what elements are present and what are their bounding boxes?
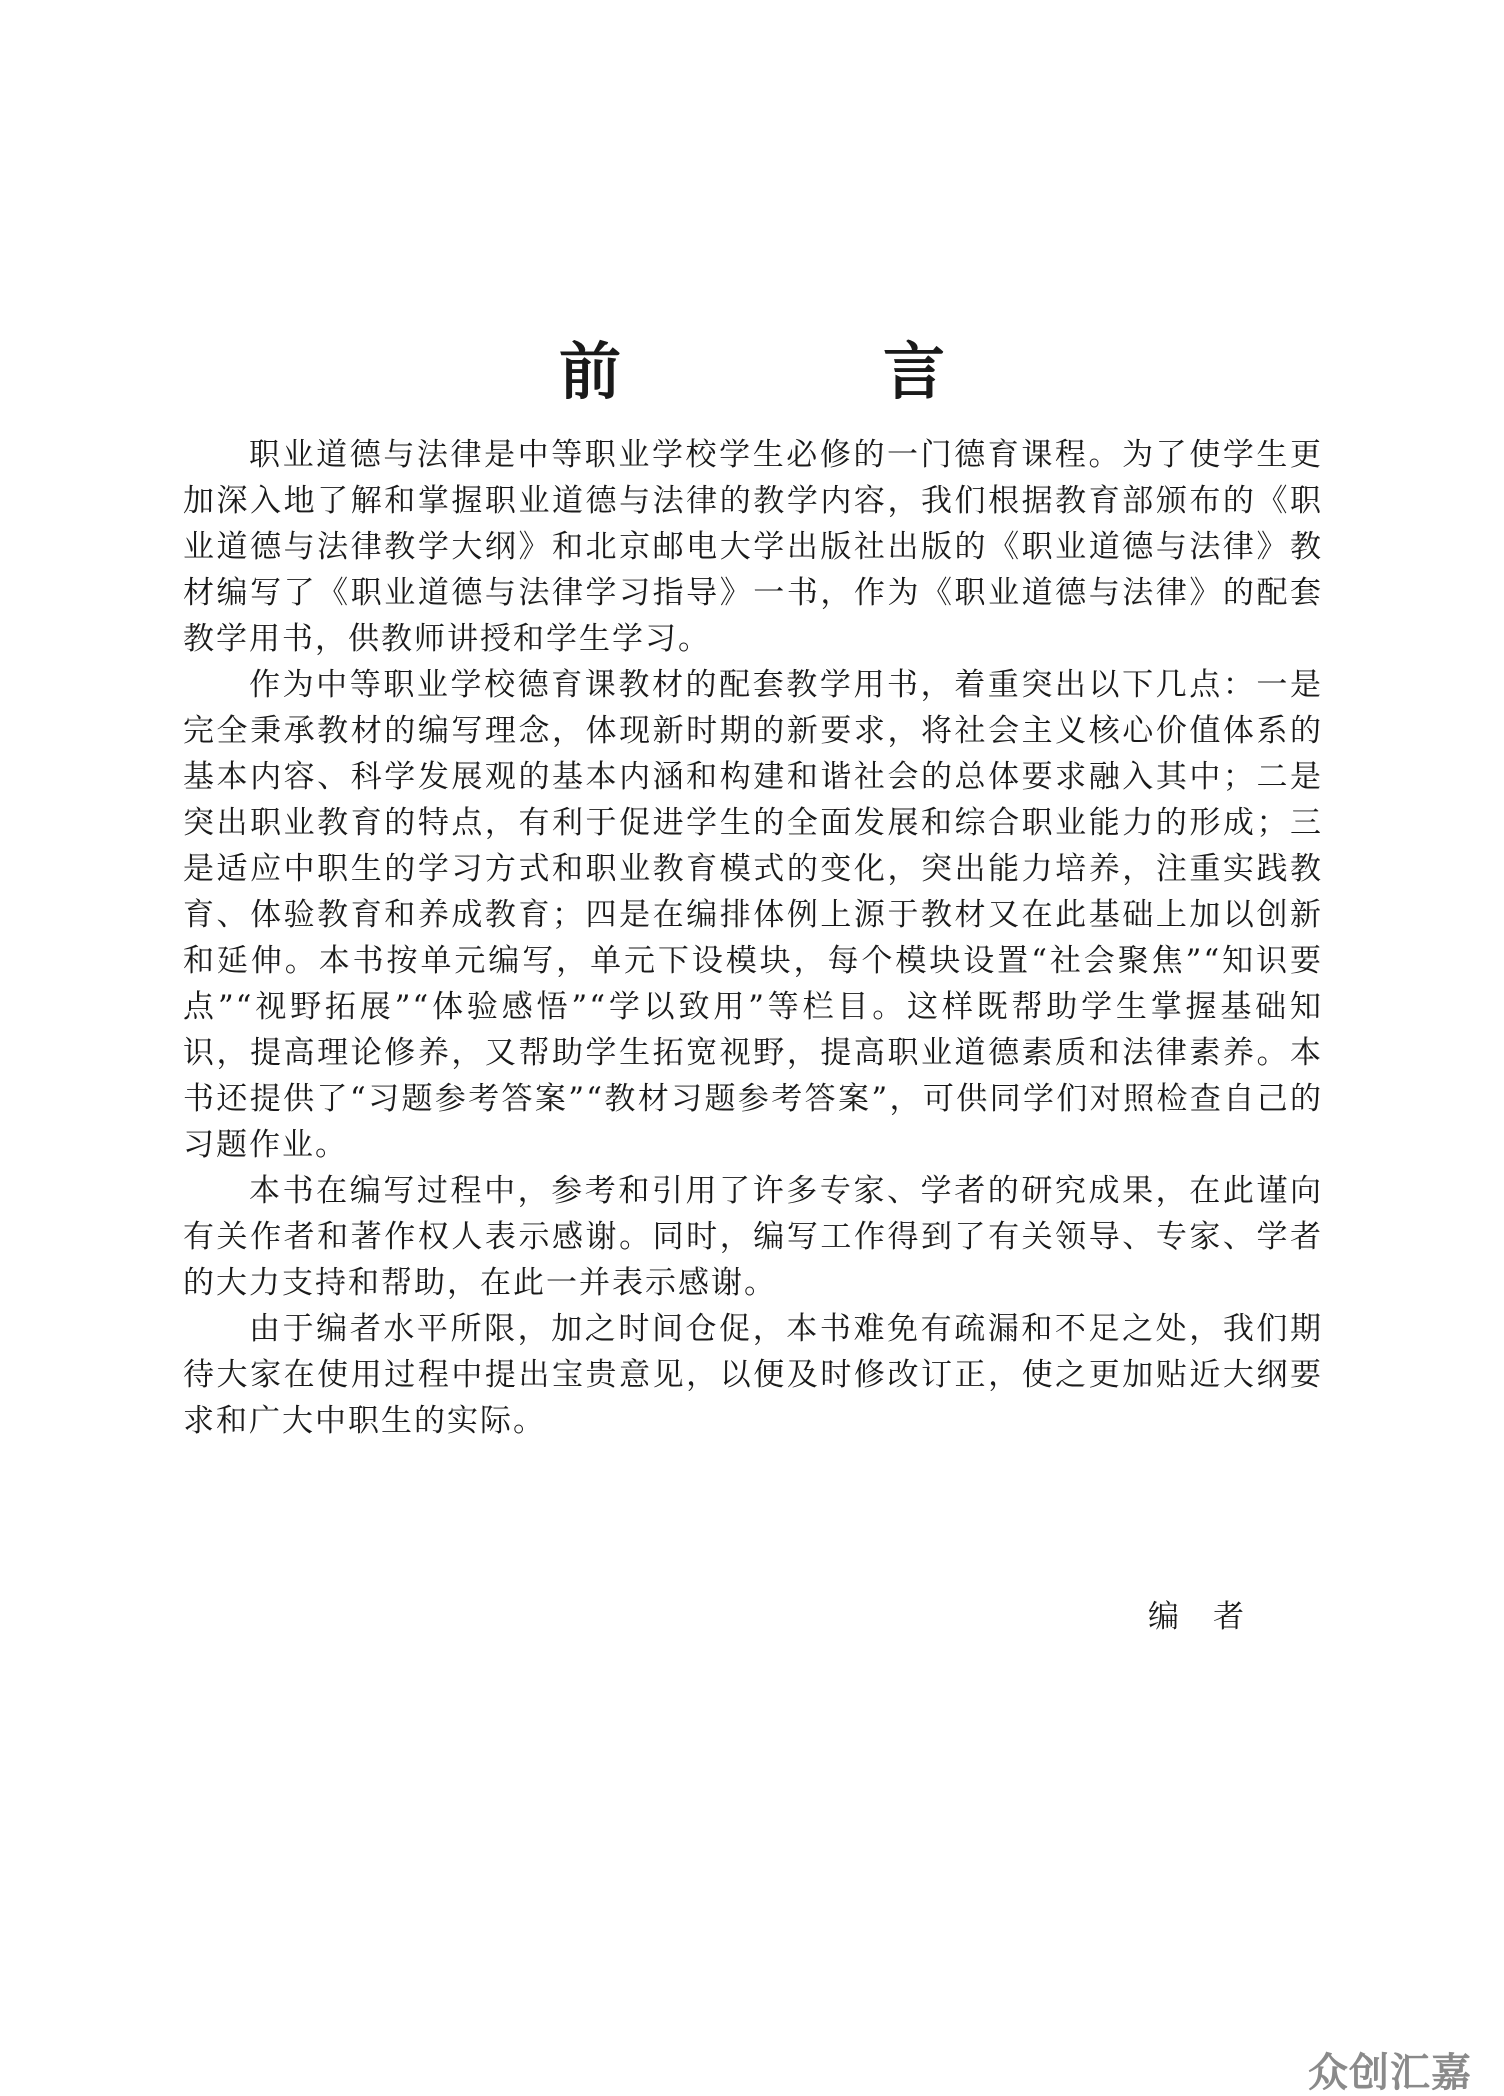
- paragraph-4: 由于编者水平所限，加之时间仓促，本书难免有疏漏和不足之处，我们期待大家在使用过程中提出宝贵意见，以便及时修改订正，使之更加贴近大纲要求和广大中职生的实际。: [183, 1311, 1323, 1439]
- signature: 编者: [1148, 1599, 1278, 1635]
- paragraph-1: 职业道德与法律是中等职业学校学生必修的一门德育课程。为了使学生更加深入地了解和掌握职业道德与法律的教学内容，我们根据教育部颁布的《职业道德与法律教学大纲》和北京邮电大学出版社出版的《职业道德与法律》教材编写了《职业道德与法律学习指导》一书，作为《职业道德与法律》的配套教学用书，供教师讲授和学生学习。: [183, 437, 1323, 657]
- paragraph-2: 作为中等职业学校德育课教材的配套教学用书，着重突出以下几点：一是完全秉承教材的编写理念，体现新时期的新要求，将社会主义核心价值体系的基本内容、科学发展观的基本内涵和构建和谐社会的总体要求融入其中；二是突出职业教育的特点，有利于促进学生的全面发展和综合职业能力的形成；三是适应中职生的学习方式和职业教育模式的变化，突出能力培养，注重实践教育、体验教育和养成教育；四是在编排体例上源于教材又在此基础上加以创新和延伸。本书按单元编写，单元下设模块，每个模块设置“社会聚焦”“知识要点”“视野拓展”“体验感悟”“学以致用”等栏目。这样既帮助学生掌握基础知识，提高理论修养，又帮助学生拓宽视野，提高职业道德素质和法律素养。本书还提供了“习题参考答案”“教材习题参考答案”，可供同学们对照检查自己的习题作业。: [183, 667, 1323, 1163]
- page-title: 前 言: [558, 334, 1045, 408]
- preface-body: [183, 432, 1323, 1444]
- paragraph-3: 本书在编写过程中，参考和引用了许多专家、学者的研究成果，在此谨向有关作者和著作权人表示感谢。同时，编写工作得到了有关领导、专家、学者的大力支持和帮助，在此一并表示感谢。: [183, 1173, 1323, 1301]
- watermark-logo: 众创汇嘉: [1308, 2050, 1472, 2096]
